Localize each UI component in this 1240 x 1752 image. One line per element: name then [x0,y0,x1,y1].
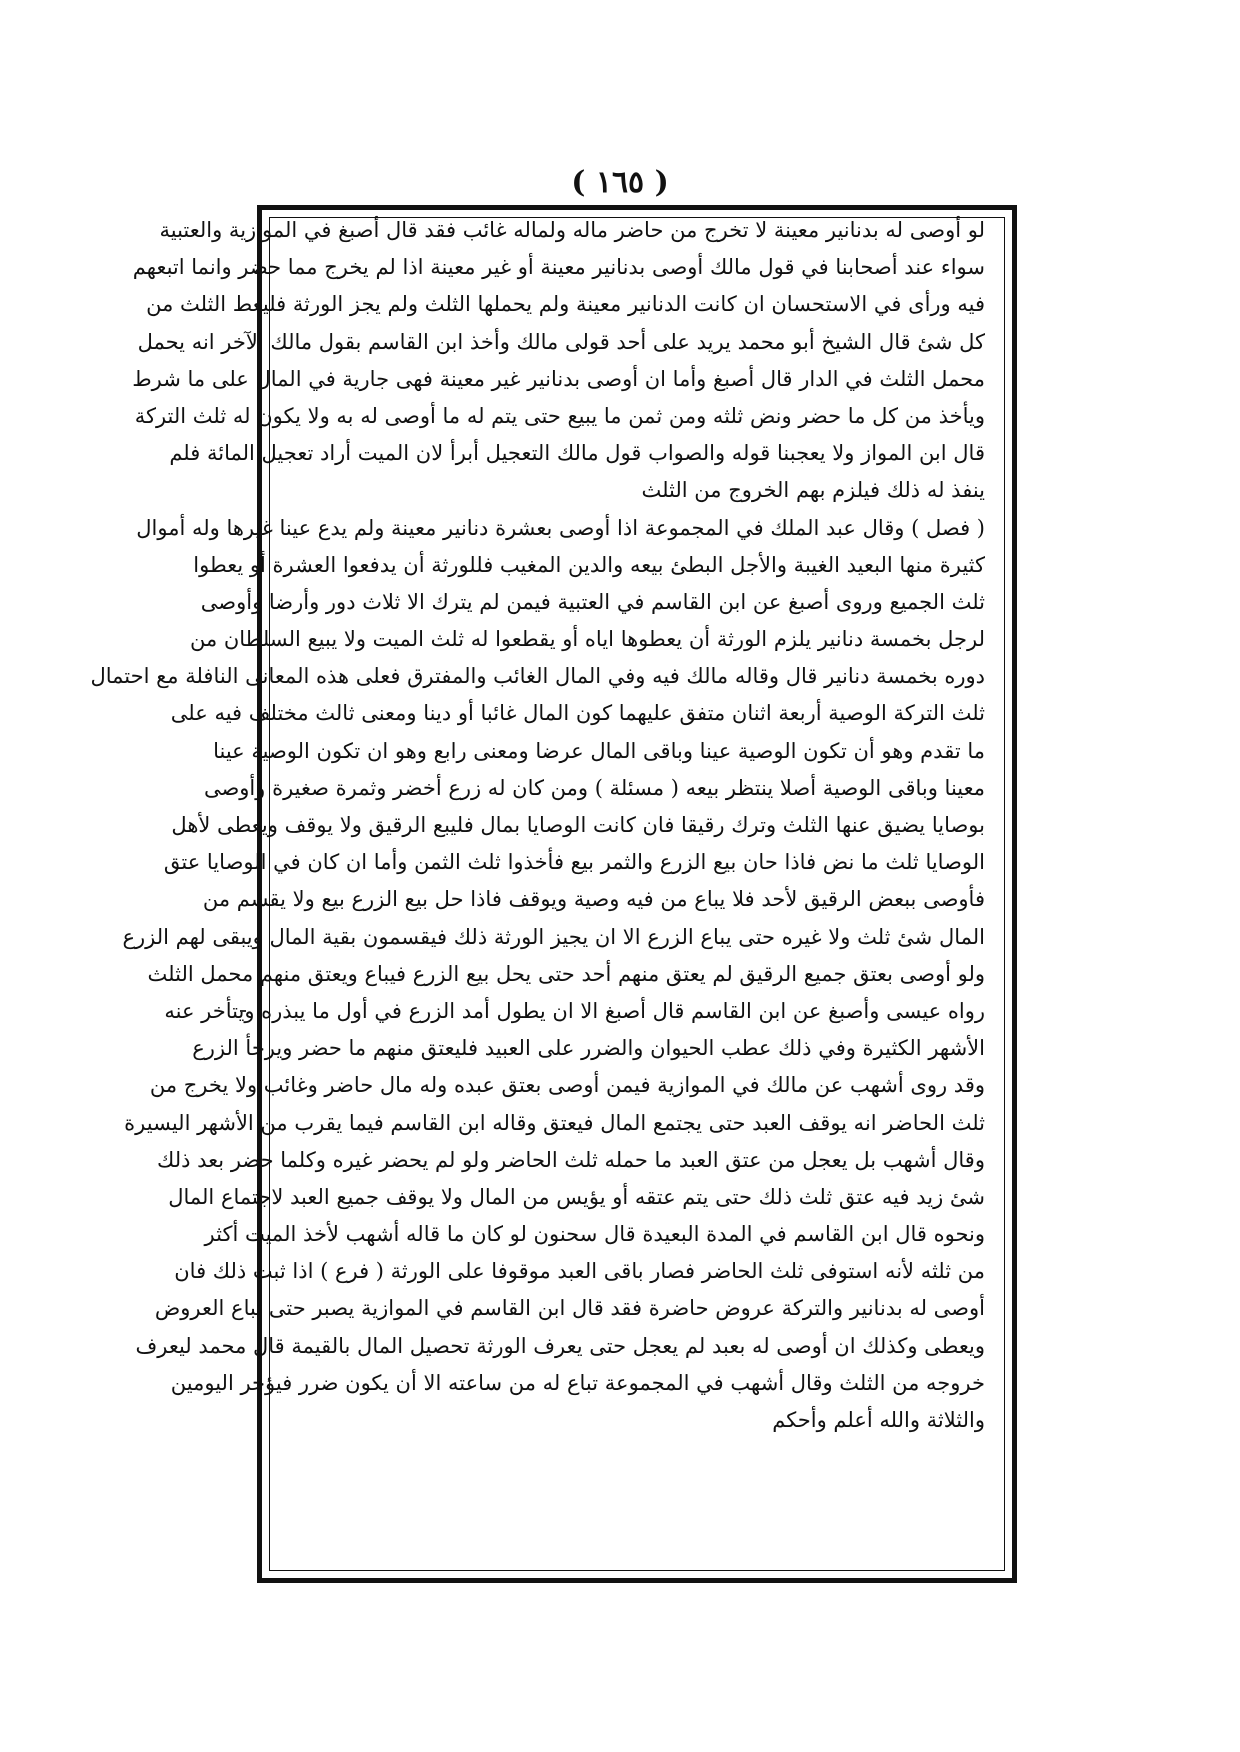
text-line: من ثلثه لأنه استوفى ثلث الحاضر فصار باقى العبد موقوفا على الورثة ( فرع ) اذا ثبت ذلك فان [174,1259,985,1284]
text-line: أوصى له بدنانير والتركة عروض حاضرة فقد قال ابن القاسم في الموازية يصبر حتى تباع العروض [154,1296,985,1321]
text-line: والثلاثة والله أعلم وأحكم [772,1408,985,1432]
text-line: وقال أشهب بل يعجل من عتق العبد ما حمله ثلث الحاضر ولو لم يحضر غيره وكلما حضر بعد ذلك [157,1147,985,1172]
text-line: خروجه من الثلث وقال أشهب في المجموعة تباع له من ساعته الا أن يكون ضرر فيؤخر اليومين [170,1370,985,1395]
text-line: سواء عند أصحابنا في قول مالك أوصى بدنانير معينة أو غير معينة اذا لم يخرج مما حضر وانما اتبعهم [132,255,985,280]
body-text [90,212,985,1439]
text-line: ونحوه قال ابن القاسم في المدة البعيدة قال سحنون لو كان ما قاله أشهب لأخذ الميت أكثر [204,1222,985,1247]
text-line: شئ زيد فيه عتق ثلث ذلك حتى يتم عتقه أو يؤيس من المال ولا يوقف جميع العبد لاجتماع المال [168,1184,985,1209]
text-line: ثلث التركة الوصية أربعة اثنان متفق عليهما كون المال غائبا أو دينا ومعنى ثالث مختلف فيه على [170,701,985,726]
text-line: ينفذ له ذلك فيلزم بهم الخروج من الثلث [641,478,985,503]
text-line: الأشهر الكثيرة وفي ذلك عطب الحيوان والضرر على العبيد فليعتق منهم ما حضر ويرجأ الزرع [192,1036,985,1061]
text-line: فيه ورأى في الاستحسان ان كانت الدنانير معينة ولم يحملها الثلث ولم يجز الورثة فليعط الثلث من [146,292,985,317]
text-line: ( فصل ) وقال عبد الملك في المجموعة اذا أوصى بعشرة دنانير معينة ولم يدع عينا غيرها وله أموال [136,515,985,540]
text-line: المال شئ ثلث ولا غيره حتى يباع الزرع الا ان يجيز الورثة ذلك فيقسمون بقية المال ويبقى لهم الزرع [122,924,985,949]
text-line: ويأخذ من كل ما حضر ونض ثلثه ومن ثمن ما يبيع حتى يتم له ما أوصى له به ولا يكون له ثلث التركة [134,403,985,428]
text-line: ولو أوصى بعتق جميع الرقيق لم يعتق منهم أحد حتى يحل بيع الزرع فيباع ويعتق منهم محمل الثلث [147,961,985,986]
text-line: لرجل بخمسة دنانير يلزم الورثة أن يعطوها اياه أو يقطعوا له ثلث الميت ولا يبيع السلطان من [189,627,985,652]
text-line: ويعطى وكذلك ان أوصى له بعبد لم يعجل حتى يعرف الورثة تحصيل المال بالقيمة قال محمد ليعرف [135,1333,985,1358]
text-line: قال ابن المواز ولا يعجبنا قوله والصواب قول مالك التعجيل أبرأ لان الميت أراد تعجيل المائة فلم [169,441,985,466]
text-line: فأوصى ببعض الرقيق لأحد فلا يباع من فيه وصية ويوقف فاذا حل بيع الزرع بيع ولا يقسم من [202,887,985,912]
text-line: دوره بخمسة دنانير قال وقاله مالك فيه وفي المال الغائب والمفترق فعلى هذه المعانى النافلة مع احتمال [90,664,985,689]
text-line: كل شئ قال الشيخ أبو محمد يريد على أحد قولى مالك وأخذ ابن القاسم بقول مالك الآخر انه يحمل [137,329,985,354]
text-line: الوصايا ثلث ما نض فاذا حان بيع الزرع والثمر بيع فأخذوا ثلث الثمن وأما ان كان في الوصايا عتق [163,850,985,875]
text-line: بوصايا يضيق عنها الثلث وترك رقيقا فان كانت الوصايا بمال فليبع الرقيق ولا يوقف ويعطى لأهل [171,813,985,837]
text-line: وقد روى أشهب عن مالك في الموازية فيمن أوصى بعتق عبده وله مال حاضر وغائب ولا يخرج من [149,1073,985,1098]
text-line: معينا وباقى الوصية أصلا ينتظر بيعه ( مسئلة ) ومن كان له زرع أخضر وثمرة صغيرة وأوصى [203,775,985,800]
text-line: ثلث الجميع وروى أصبغ عن ابن القاسم في العتبية فيمن لم يترك الا ثلاث دور وأرضا وأوصى [200,589,985,614]
text-line: محمل الثلث في الدار قال أصبغ وأما ان أوصى بدنانير غير معينة فهى جارية في المال على ما شرط [132,366,985,391]
text-line: لو أوصى له بدنانير معينة لا تخرج من حاضر ماله ولماله غائب فقد قال أصبغ في الموازية والعتبية [159,218,985,242]
page-number: ( ١٦٥ ) [571,165,669,200]
text-line: كثيرة منها البعيد الغيبة والأجل البطئ بيعه والدين المغيب فللورثة أن يدفعوا العشرة أو يعطوا [193,552,985,577]
text-line: ما تقدم وهو أن تكون الوصية عينا وباقى المال عرضا ومعنى رابع وهو ان تكون الوصية عينا [213,738,985,763]
text-line: رواه عيسى وأصبغ عن ابن القاسم قال أصبغ الا ان يطول أمد الزرع في أول ما يبذره ويتأخر عنه [164,998,985,1023]
text-line: ثلث الحاضر انه يوقف العبد حتى يجتمع المال فيعتق وقاله ابن القاسم فيما يقرب من الأشهر اليسيرة [124,1110,985,1135]
